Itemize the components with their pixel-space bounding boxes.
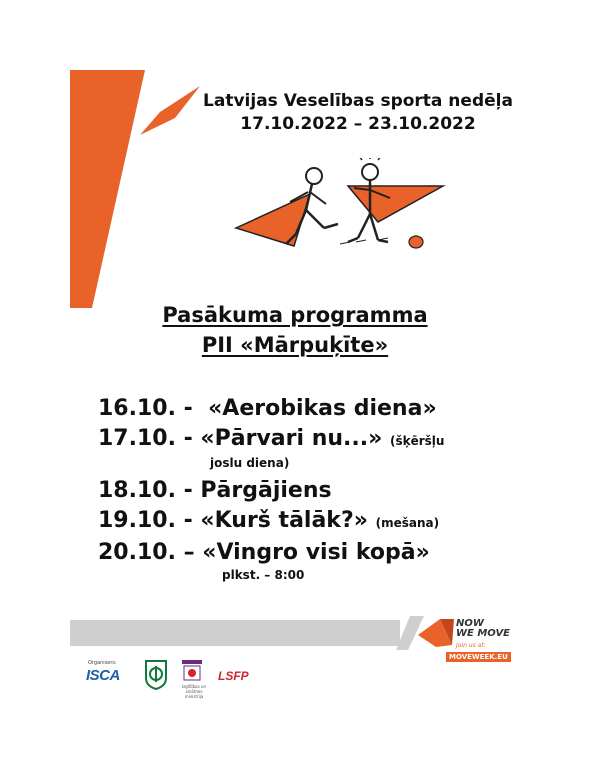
shield-logo-icon — [145, 660, 167, 690]
ministry-crest-icon — [180, 658, 204, 684]
schedule-item — [98, 506, 568, 538]
schedule-note: (šķēršļu — [389, 434, 445, 448]
schedule-date: 18.10. - — [98, 478, 193, 503]
moveweek-site: MOVEWEEK.EU — [446, 652, 511, 662]
schedule-event: «Pārvari nu...» — [200, 426, 383, 451]
schedule-date: 16.10. - — [98, 396, 193, 421]
schedule-list — [98, 394, 568, 588]
schedule-item — [98, 394, 568, 424]
figures-with-flags-illustration — [228, 158, 453, 268]
brand-line1: NOW — [456, 618, 484, 629]
schedule-subnote: joslu diena) — [210, 456, 290, 470]
schedule-event: «Aerobikas diena» — [208, 396, 437, 421]
schedule-subnote: plkst. – 8:00 — [222, 568, 305, 582]
schedule-item — [98, 424, 568, 456]
schedule-item — [98, 476, 568, 506]
organisers-label: Organisers: — [88, 660, 117, 666]
event-title-line1: Latvijas Veselības sporta nedēļa — [203, 91, 513, 111]
footer-band — [70, 620, 400, 646]
ministry-text: Izglītības un zinātnes ministrija — [181, 684, 207, 699]
orange-stripe-decoration — [0, 0, 210, 320]
brand-line2: WE MOVE — [456, 628, 511, 639]
program-heading-line1: Pasākuma programma — [162, 303, 428, 327]
lsfp-logo: LSFP — [218, 669, 249, 683]
program-heading — [120, 300, 470, 360]
program-heading-line2: PII «Mārpuķīte» — [201, 333, 389, 357]
event-title — [178, 90, 538, 136]
schedule-date: 17.10. - — [98, 426, 193, 451]
schedule-event: «Vingro visi kopā» — [202, 540, 430, 565]
join-us-text: Join us at: — [456, 642, 486, 649]
now-we-move-logo-text — [456, 619, 510, 639]
isca-logo: ISCA — [86, 667, 120, 684]
schedule-item — [98, 538, 568, 568]
schedule-event: Pārgājiens — [200, 478, 332, 503]
schedule-note: (mešana) — [375, 516, 440, 530]
schedule-event: «Kurš tālāk?» — [200, 508, 368, 533]
schedule-date: 19.10. - — [98, 508, 193, 533]
schedule-date: 20.10. – — [98, 540, 195, 565]
event-dates: 17.10.2022 – 23.10.2022 — [240, 114, 476, 134]
